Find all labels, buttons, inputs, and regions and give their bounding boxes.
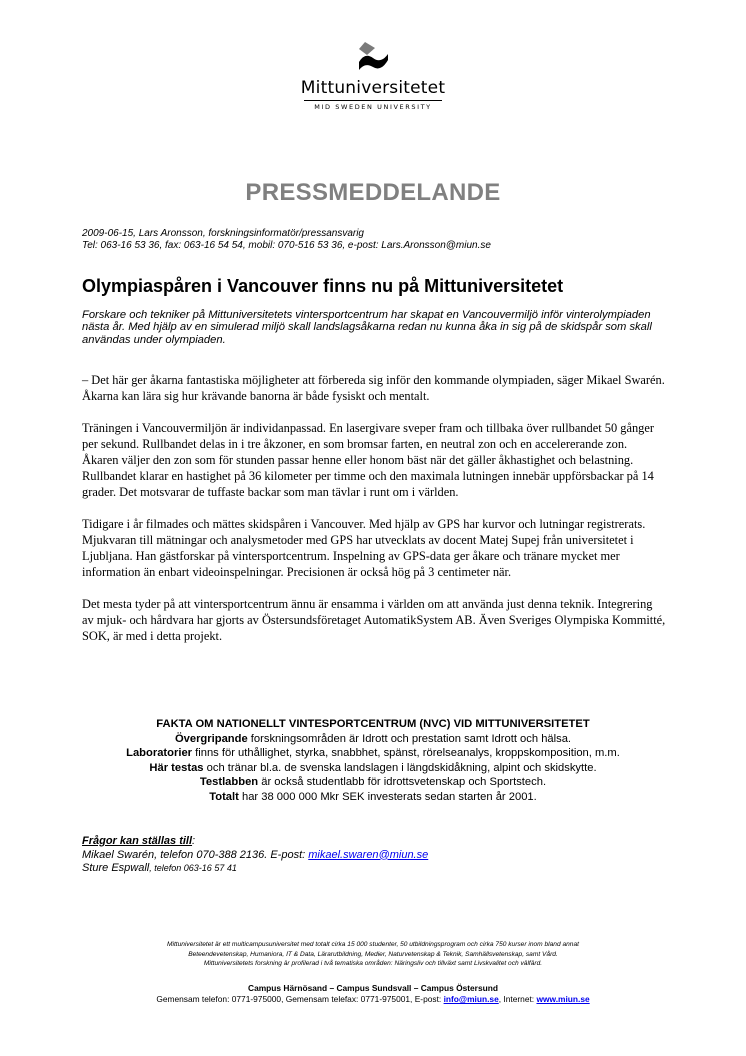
document-type-heading: PRESSMEDDELANDE (245, 179, 501, 206)
contact-person-1-text: Mikael Swarén, telefon 070-388 2136. E-post: (82, 848, 309, 861)
footer-contact-prefix: Gemensam telefon: 0771-975000, Gemensam telefax: 0771-975001, E-post: (156, 994, 444, 1004)
facts-line-lead: Här testas (149, 761, 204, 774)
footer-about-line-1: Mittuniversitetet är ett multicampusuniversitet med totalt cirka 15 000 studenter, 50 utbildningsprogram och cirka 750 kurser inom bland annat (167, 941, 579, 948)
facts-line (70, 790, 676, 805)
logo-subtitle: MID SWEDEN UNIVERSITY (314, 103, 432, 111)
facts-line-lead: Totalt (209, 790, 239, 803)
contact-heading-row (82, 835, 682, 849)
contact-person-2-name: Sture Espwall (82, 862, 150, 874)
facts-line-text: har 38 000 000 Mkr SEK investerats sedan starten år 2001. (238, 790, 537, 803)
footer-campus-list: Campus Härnösand – Campus Sundsvall – Campus Östersund (248, 983, 498, 993)
press-meta (82, 228, 682, 251)
footer-about-line-2: Beteendevetenskap, Humaniora, IT & Data, Lärarutbildning, Medier, Naturvetenskap & Teknik, Samhällsvetenskap, samt Vård. (188, 950, 558, 958)
body-paragraph-1: – Det här ger åkarna fantastiska möjligheter att förbereda sig inför den kommande olympiaden, säger Mikael Swarén. Åkarna kan lära sig hur krävande banorna är både fysiskt och mentalt. (82, 373, 665, 403)
facts-line-lead: Övergripande (174, 732, 248, 745)
body-paragraph-3: Tidigare i år filmades och mättes skidspåren i Vancouver. Med hjälp av GPS har kurvor och lutningar registrerats. Mjukvaran till mätningar och analysmetoder med GPS har utvecklats av docent Matej Supej från universitetet i Ljubljana. Han gästforskar på vintersportcentrum. Inspelning av GPS-data ger åkare och tränare mycket mer information än enbart videoinspelningar. Precisionen är också hög på 3 centimeter när. (82, 517, 646, 579)
facts-line (70, 761, 676, 776)
contact-heading: Frågor kan ställas till (82, 835, 193, 847)
facts-line (70, 732, 676, 747)
mid-sweden-university-emblem-icon (355, 40, 391, 76)
footer-campus (40, 983, 706, 1005)
facts-line-lead: Testlabben (199, 776, 259, 788)
footer-email-link[interactable]: info@miun.se (443, 994, 499, 1004)
contact-person-2-phone: , telefon 063-16 57 41 (149, 863, 237, 873)
footer-about-line-3: Mittuniversitetets forskning är profilerad i två tematiska områden: Näringsliv och tillväxt samt Livskvalitet och välfärd. (203, 960, 543, 967)
university-logo (0, 40, 746, 111)
body-paragraph-2: Träningen i Vancouvermiljön är individanpassad. En lasergivare sveper fram och tillbaka över rullbandet 50 gånger per sekund. Rullbandet delas in i tre åkzoner, en som bromsar farten, en neutral zon och en accelererande zon. Åkaren väljer den zon som för stunden passar henne eller honom bäst när det gäller åkhastighet och belastning. Rullbandet klarar en hastighet på 36 kilometer per timme och den maximala lutningen innebär uppförsbackar på 14 grader. Det motsvarar de tuffaste backar som man tävlar i runt om i världen. (82, 421, 654, 499)
facts-line-text: forskningsområden är Idrott och prestation samt Idrott och hälsa. (247, 732, 572, 745)
meta-contact-line: Tel: 063-16 53 36, fax: 063-16 54 54, mobil: 070-516 53 36, e-post: Lars.Aronsson@miun.se (82, 239, 491, 251)
logo-name: Mittuniversitetet (300, 78, 446, 98)
footer-contact-line (40, 994, 706, 1005)
body-text (82, 372, 666, 660)
facts-line-text: och tränar bl.a. de svenska landslagen i längdskidåkning, alpint och skidskytte. (203, 761, 597, 774)
facts-line-text: är också studentlabb för idrottsvetenskap och Sportstech. (258, 776, 547, 788)
contact-heading-colon: : (192, 835, 196, 847)
facts-line (70, 746, 676, 761)
contact-person-1 (82, 849, 682, 863)
facts-box (70, 717, 676, 804)
body-paragraph-4: Det mesta tyder på att vintersportcentrum ännu är ensamma i världen om att använda just denna teknik. Integrering av mjuk- och hårdvara har gjorts av Östersundsföretaget AutomatikSystem AB. Även Sveriges Olympiska Kommitté, SOK, är med i detta projekt. (82, 597, 666, 643)
meta-date-author: 2009-06-15, Lars Aronsson, forskningsinformatör/pressansvarig (82, 228, 364, 239)
contact-email-link[interactable]: mikael.swaren@miun.se (308, 848, 429, 861)
facts-heading: FAKTA OM NATIONELLT VINTESPORTCENTRUM (NVC) VID MITTUNIVERSITETET (156, 718, 590, 730)
facts-line-lead: Laboratorier (126, 747, 193, 759)
footer-internet-label: , Internet: (498, 994, 537, 1004)
footer-website-link[interactable]: www.miun.se (536, 994, 590, 1004)
contact-section (82, 835, 682, 876)
logo-divider (304, 100, 442, 101)
facts-line (70, 775, 676, 790)
ingress: Forskare och tekniker på Mittuniversitetets vintersportcentrum har skapat en Vancouvermiljö inför vinterolympiaden nästa år. Med hjälp av en simulerad miljö skall landslagsåkarna redan nu kunna åka in sig på de skidspår som skall användas under olympiaden. (82, 309, 652, 346)
facts-line-text: finns för uthållighet, styrka, snabbhet, spänst, rörelseanalys, kroppskomposition, m.m. (192, 747, 620, 759)
headline: Olympiaspåren i Vancouver finns nu på Mittuniversitetet (82, 276, 564, 296)
footer-about (60, 940, 686, 969)
contact-person-2 (82, 862, 682, 876)
